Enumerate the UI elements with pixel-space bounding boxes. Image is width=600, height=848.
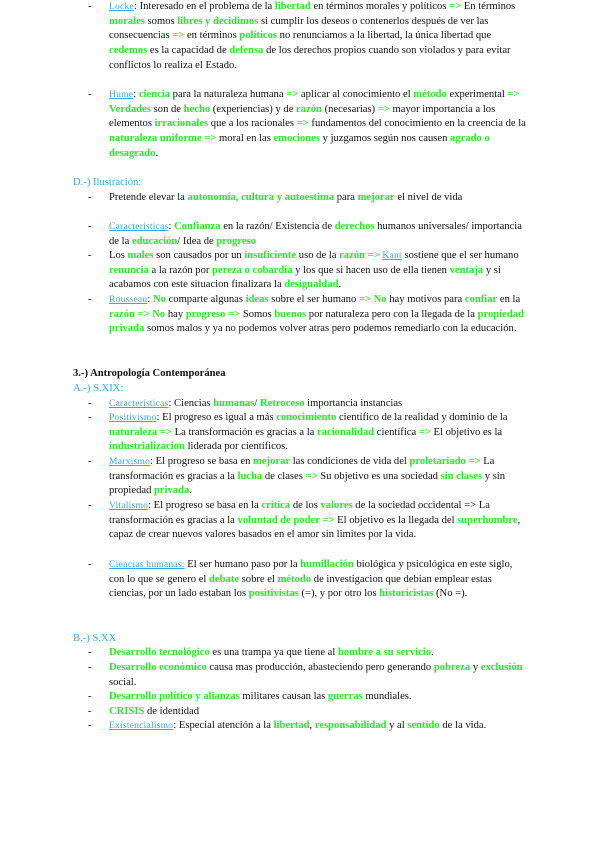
text: por naturaleza pero con la llegada de la: [306, 308, 478, 320]
text: en términos: [184, 30, 240, 42]
text: (necesarias): [321, 103, 378, 115]
list-item-sxx-1: [109, 646, 529, 661]
subsection-heading-sxix: A.-) S.XIX:: [73, 383, 124, 394]
bullet-dash: -: [88, 192, 92, 203]
text: ,: [309, 720, 315, 731]
highlight: exclusión: [480, 662, 523, 673]
highlight: pobreza: [433, 662, 471, 673]
text: no renunciamos a la libertad, la única libertad que: [277, 30, 492, 42]
text: si cumplir los deseos o contenerlos después de ver las consecuencias: [109, 15, 489, 42]
text: La transformación es gracias a la: [109, 456, 495, 482]
highlight: =>: [172, 30, 185, 42]
highlight: privada: [154, 485, 190, 497]
list-item-locke: [109, 0, 529, 74]
text: para la naturaleza humana: [170, 89, 287, 100]
term-marxismo: Marxismo: [109, 456, 151, 467]
subsection-heading-sxx: B.-) S.XX: [73, 633, 117, 644]
term-existencialismo: Existencialismo: [109, 720, 174, 731]
bullet-dash: -: [88, 412, 92, 423]
bullet-dash: -: [88, 720, 92, 731]
highlight: Desarrollo tecnológico: [109, 647, 210, 658]
list-item-sxix-1: [109, 397, 529, 412]
list-item-ilustracion-2: [109, 220, 529, 249]
text: experimental: [446, 89, 508, 100]
text: Pretende elevar la: [109, 192, 188, 203]
text: liderada por científicos.: [184, 441, 288, 453]
text: el nivel de vida: [394, 192, 463, 203]
highlight: racionalidad: [317, 426, 375, 438]
bullet-dash: -: [88, 662, 92, 673]
term-rousseau: Rousseau: [109, 294, 148, 305]
text: Los: [109, 250, 128, 261]
text: y sin propiedad: [109, 470, 506, 497]
bullet-dash: -: [88, 500, 92, 511]
text: es una trampa ya que tiene al: [209, 647, 338, 658]
text: El ser humano paso por la: [184, 559, 301, 570]
text: :: [147, 294, 153, 305]
highlight: valores: [320, 500, 353, 511]
highlight: razón => No: [109, 308, 166, 320]
highlight: irracionales: [154, 118, 209, 130]
highlight: confiar: [464, 294, 498, 305]
highlight: derechos: [334, 221, 375, 232]
bullet-dash: -: [88, 89, 92, 100]
highlight: método: [413, 89, 447, 100]
highlight: historicistas: [379, 588, 434, 600]
highlight: Desarrollo económico: [109, 662, 207, 673]
text: fundamentos del conocimiento en la creencia de la: [308, 118, 526, 130]
highlight: CRISIS: [109, 706, 145, 717]
text: somos malos y ya no podemos volver atras pero podemos remediarlo con la educación.: [144, 323, 517, 335]
highlight: sentido: [407, 720, 440, 731]
highlight: conocimiento: [276, 412, 337, 423]
text: de los: [290, 500, 321, 511]
highlight: emociones: [273, 133, 320, 145]
text: /: [254, 398, 260, 409]
text: : Interesado en el problema de la: [133, 1, 275, 12]
text: y si acabamos con este situacion finalizara la: [109, 264, 501, 291]
text: : Ciencias: [168, 398, 214, 409]
text: son causados por un: [153, 250, 245, 261]
highlight: ideas: [245, 294, 269, 305]
text: a la razón por: [148, 264, 213, 276]
highlight: naturaleza =>: [109, 426, 172, 438]
term-hume: Hume: [109, 89, 134, 100]
text: En términos: [461, 1, 516, 12]
highlight: => Verdades: [109, 89, 520, 115]
bullet-dash: -: [88, 706, 92, 717]
text: (experiencias) y de: [210, 103, 297, 115]
text: de los derechos propios cuando son violados y para evitar conflictos lo realiza el Estado.: [109, 45, 511, 71]
text: sobre el: [239, 573, 278, 585]
text: de investigacion que debian emplear estas ciencias, por un lado estaban los: [109, 573, 492, 600]
highlight: males: [127, 250, 154, 261]
text: hay: [165, 308, 186, 320]
text: :: [168, 221, 175, 232]
highlight: responsabilidad: [314, 720, 387, 731]
highlight: guerras: [328, 691, 363, 702]
highlight: positivistas: [248, 588, 299, 600]
text: moral en las: [216, 133, 274, 145]
text: científica: [374, 426, 419, 438]
highlight: método: [277, 573, 312, 585]
text: (=), y por otro los: [298, 588, 380, 600]
text: en la razón/ Existencia de: [220, 221, 335, 232]
text: sostiene que el ser humano: [401, 250, 519, 261]
text: de la vida.: [439, 720, 487, 731]
text: Somos: [240, 308, 275, 320]
list-item-sxix-3: [109, 455, 529, 499]
list-item-sxx-2: [109, 661, 529, 690]
highlight: =>: [377, 103, 390, 115]
highlight: razón: [296, 103, 322, 115]
text: : El progreso se basa en la: [148, 500, 262, 511]
highlight: hecho: [183, 103, 211, 115]
highlight: insuficiente: [244, 250, 297, 261]
highlight: humanas: [213, 398, 255, 409]
highlight: morales: [109, 15, 145, 27]
highlight: cedemos: [109, 45, 148, 57]
highlight: libres y decidimos: [177, 15, 259, 27]
highlight: Retroceso: [260, 398, 305, 409]
bullet-dash: -: [88, 294, 92, 305]
highlight: propiedad privada: [109, 308, 524, 335]
text: las condiciones de vida del: [290, 456, 410, 467]
text: , capaz de crear nuevos valores basados en el amor sin limites por la vida.: [109, 514, 521, 541]
text: social.: [109, 676, 137, 688]
text: que a los racionales: [208, 118, 297, 130]
list-item-ilustracion-3: [109, 249, 529, 293]
text: en la: [497, 294, 521, 305]
list-item-sxix-4: [109, 499, 529, 543]
term-vitalismo: Vitalismo: [109, 500, 149, 511]
highlight: hombre a su servicio: [337, 647, 432, 658]
text: uso de la: [296, 250, 340, 261]
bullet-dash: -: [88, 250, 92, 261]
text: hay motivos para: [386, 294, 465, 305]
text: mayor importancia a los elementos: [109, 103, 496, 130]
text: (No =).: [433, 588, 468, 600]
text: El objetivo es la: [430, 426, 503, 438]
text: .: [431, 647, 434, 658]
highlight: ciencia: [138, 89, 171, 100]
highlight: =>: [449, 1, 462, 12]
text: .: [155, 147, 159, 159]
highlight: libertad: [273, 720, 310, 731]
highlight: proletariado =>: [409, 456, 481, 467]
highlight: =>: [296, 118, 309, 130]
highlight: políticos: [239, 30, 278, 42]
highlight: voluntad de poder =>: [237, 514, 335, 526]
bullet-dash: -: [88, 398, 92, 409]
bullet-dash: -: [88, 691, 92, 702]
bullet-dash: -: [88, 221, 92, 232]
text: es la capacidad de: [147, 45, 230, 57]
section-heading-ilustracion: D.-) Ilustración:: [73, 177, 142, 188]
term-positivismo: Positivismo: [109, 412, 157, 423]
highlight: ventaja: [449, 264, 484, 276]
highlight: renuncia: [109, 264, 149, 276]
highlight: mejorar: [357, 192, 395, 203]
highlight: buenos: [274, 308, 307, 320]
text: :: [133, 89, 139, 100]
highlight: naturaleza uniforme =>: [109, 133, 217, 145]
list-item-ilustracion-4: [109, 293, 529, 337]
text: son de: [151, 103, 184, 115]
list-item-sxix-5: [109, 558, 529, 602]
text: humanos universales/ importancia de la: [109, 221, 522, 247]
term-kant: Kant: [382, 250, 402, 261]
list-item-sxx-5: [109, 719, 529, 734]
text: : El progreso es igual a más: [156, 412, 277, 423]
highlight: defensa: [229, 45, 264, 57]
highlight: humillación: [300, 559, 354, 570]
text: y los que si hacen uso de ella tienen: [292, 264, 450, 276]
term-locke: Locke: [109, 1, 134, 12]
highlight: desigualdad: [284, 279, 339, 291]
highlight: razón =>: [339, 250, 380, 261]
highlight: =>: [418, 426, 431, 438]
highlight: industrializacion: [109, 441, 185, 453]
bullet-dash: -: [88, 456, 92, 467]
list-item-sxx-4: [109, 705, 529, 720]
text: La transformación es gracias a la: [171, 426, 317, 438]
highlight: progreso =>: [185, 308, 241, 320]
text: para: [334, 192, 358, 203]
list-item-ilustracion-1: [109, 191, 529, 206]
text: causa mas producción, abasteciendo pero generando: [206, 662, 434, 673]
text: mundiales.: [362, 691, 412, 702]
highlight: No: [152, 294, 166, 305]
term-ciencias-humanas: Ciencias humanas:: [109, 559, 185, 570]
text: científico de la realidad y dominio de la: [336, 412, 508, 423]
text: somos: [144, 15, 178, 27]
highlight: libertad: [274, 1, 311, 12]
text: de la sociedad occidental => La transformación es gracias a la: [109, 500, 490, 526]
text: y juzgamos según nos causen: [319, 133, 451, 145]
highlight: Confianza: [174, 221, 221, 232]
text: El objetivo es la llegada del: [334, 514, 458, 526]
highlight: crítica: [261, 500, 291, 511]
text: de identidad: [144, 706, 200, 717]
term-caracteristicas: Características: [109, 398, 169, 409]
text: sobre el ser humano: [268, 294, 359, 305]
highlight: autonomía, cultura y autoestima: [187, 192, 335, 203]
highlight: =>: [305, 470, 318, 482]
bullet-dash: -: [88, 1, 92, 12]
highlight: pereza o cobardía: [212, 264, 293, 276]
text: / Idea de: [177, 235, 217, 247]
section-heading-antropologia: 3.-) Antropología Contemporánea: [73, 368, 226, 379]
highlight: => No: [358, 294, 387, 305]
list-item-sxx-3: [109, 690, 529, 705]
highlight: sin clases: [440, 470, 483, 482]
text: en términos morales y políticos: [310, 1, 450, 12]
highlight: educación: [131, 235, 178, 247]
text: : Especial atención a la: [173, 720, 274, 731]
text: aplicar al conocimiento el: [298, 89, 414, 100]
text: importancia instancias: [304, 398, 403, 409]
bullet-dash: -: [88, 647, 92, 658]
text: .: [189, 485, 192, 497]
highlight: progreso: [216, 235, 257, 247]
highlight: lucha: [237, 470, 263, 482]
text: militares causan las: [239, 691, 329, 702]
list-item-sxix-2: [109, 411, 529, 455]
highlight: superhombre: [457, 514, 518, 526]
highlight: =>: [286, 89, 299, 100]
term-caracteristicas: Características: [109, 221, 169, 232]
text: biológica y psicológica en este siglo, con lo que se genero el: [109, 559, 513, 585]
highlight: debate: [209, 573, 240, 585]
text: y al: [386, 720, 408, 731]
text: Su objetivo es una sociedad: [317, 470, 441, 482]
text: de clases: [262, 470, 306, 482]
list-item-hume: [109, 88, 529, 162]
text: .: [338, 279, 342, 291]
highlight: agrado o desagrado: [109, 133, 490, 159]
text: comparte algunas: [165, 294, 246, 305]
text: : El progreso se basa en: [150, 456, 254, 467]
highlight: mejorar: [253, 456, 291, 467]
text: y: [470, 662, 481, 673]
bullet-dash: -: [88, 559, 92, 570]
highlight: Desarrollo político y alianzas: [109, 691, 240, 702]
